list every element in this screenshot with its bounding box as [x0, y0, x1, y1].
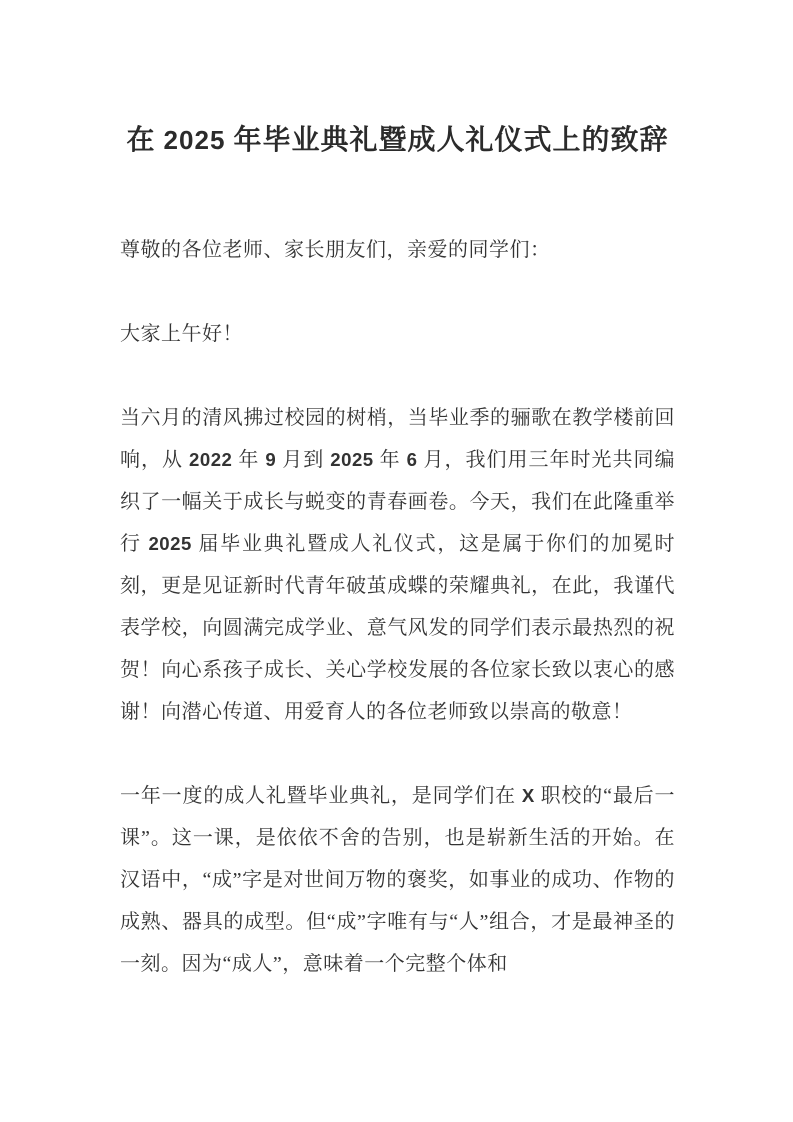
paragraph-greeting: 大家上午好！ — [120, 323, 243, 345]
paragraph-last-lesson: 一年一度的成人礼暨毕业典礼，是同学们在 X 职校的“最后一课”。这一课，是依依不舍的告别，也是崭新生活的开始。在汉语中，“成”字是对世间万物的褒奖，如事业的成功、作物的成熟、器具的成型。但“成”字唯有与“人”组合，才是最神圣的一刻。因为“成人”，意味着一个完整个体和 — [120, 785, 675, 975]
document-title: 在 2025 年毕业典礼暨成人礼仪式上的致辞 — [126, 125, 669, 156]
paragraph-salutation: 尊敬的各位老师、家长朋友们，亲爱的同学们： — [120, 239, 551, 261]
paragraph-opening: 当六月的清风拂过校园的树梢，当毕业季的骊歌在教学楼前回响，从 2022 年 9 月到 2025 年 6 月，我们用三年时光共同编织了一幅关于成长与蜕变的青春画卷。今天，我们在此隆重举行 2025 届毕业典礼暨成人礼仪式，这是属于你们的加冕时刻，更是见证新时代青年破茧成蝶的荣耀典礼，在此，我谨代表学校，向圆满完成学业、意气风发的同学们表示最热烈的祝贺！向心系孩子成长、关心学校发展的各位家长致以衷心的感谢！向潜心传道、用爱育人的各位老师致以崇高的敬意！ — [120, 407, 676, 723]
